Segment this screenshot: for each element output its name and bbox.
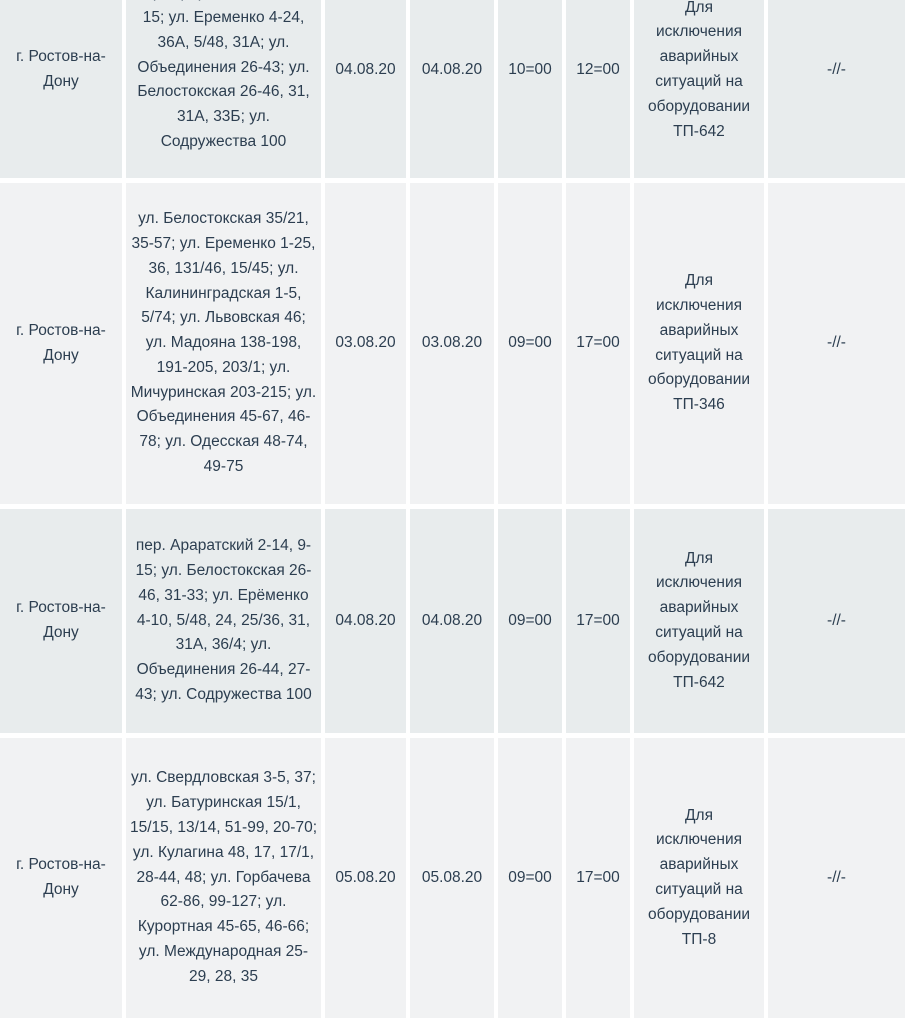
city-text: г. Ростов-на-Дону: [16, 599, 106, 641]
start-date-cell: [325, 509, 410, 733]
table-row: [0, 738, 905, 1023]
start-date-cell: [325, 738, 410, 1018]
start-date-cell: [325, 0, 410, 178]
reason-cell: [634, 183, 768, 504]
start-time-cell: [498, 0, 566, 178]
end-time-cell: [566, 738, 634, 1018]
note-cell: [768, 0, 905, 178]
addresses-cell: [126, 0, 325, 178]
start-time-text: 09=00: [508, 334, 552, 352]
note-text: -//-: [827, 60, 846, 78]
table-row: [0, 0, 905, 183]
note-cell: [768, 183, 905, 504]
start-time-cell: [498, 738, 566, 1018]
end-date-cell: [410, 738, 498, 1018]
note-text: -//-: [827, 868, 846, 886]
start-date-text: 03.08.20: [335, 334, 396, 352]
reason-text: Для исключения аварийных ситуаций на оборудовании ТП-8: [647, 806, 751, 948]
addresses-cell: [126, 738, 325, 1018]
table-row: [0, 509, 905, 738]
note-text: -//-: [827, 611, 846, 629]
reason-cell: [634, 0, 768, 178]
end-time-text: 17=00: [576, 611, 620, 629]
reason-text: Для исключения аварийных ситуаций на оборудовании ТП-642: [647, 549, 751, 691]
start-time-cell: [498, 509, 566, 733]
end-date-text: 05.08.20: [421, 868, 483, 886]
start-time-text: 10=00: [508, 60, 552, 78]
end-date-text: 04.08.20: [421, 60, 483, 78]
end-time-cell: [566, 183, 634, 504]
addresses-text: ул. Свердловская 3-5, 37; ул. Батуринская 15/1, 15/15, 13/14, 51-99, 20-70; ул. Кулагина 48, 17, 17/1, 28-44, 48; ул. Горбачева 62-86, 99-127; ул. Курортная 45-65, 46-66; ул. Международная 25-29, 28, 35: [130, 769, 318, 985]
end-date-cell: [410, 183, 498, 504]
end-date-text: 03.08.20: [421, 334, 483, 352]
addresses-text: 15; ул. Еременко 4-24, 36А, 5/48, 31А; ул. Объединения 26-43; ул. Белостокская 26-46, 31, 31А, 33Б; ул. Содружества 100: [137, 9, 310, 150]
addresses-cell: [126, 509, 325, 733]
end-time-text: 12=00: [576, 60, 620, 78]
reason-text: Для исключения аварийных ситуаций на оборудовании ТП-642: [647, 0, 751, 140]
end-time-cell: [566, 0, 634, 178]
end-date-cell: [410, 0, 498, 178]
city-cell: [0, 509, 126, 733]
start-time-text: 09=00: [508, 611, 552, 629]
end-time-text: 17=00: [576, 334, 620, 352]
addresses-cell: [126, 183, 325, 504]
end-date-cell: [410, 509, 498, 733]
start-date-cell: [325, 183, 410, 504]
city-text: г. Ростов-на-Дону: [16, 321, 106, 364]
reason-text: Для исключения аварийных ситуаций на оборудовании ТП-346: [647, 272, 751, 414]
note-text: -//-: [827, 334, 846, 352]
city-text: г. Ростов-на-Дону: [16, 856, 106, 898]
city-cell: [0, 0, 126, 178]
note-cell: [768, 509, 905, 733]
note-cell: [768, 738, 905, 1018]
end-date-text: 04.08.20: [421, 611, 483, 629]
city-cell: [0, 183, 126, 504]
city-text: г. Ростов-на-Дону: [16, 48, 106, 90]
end-time-cell: [566, 509, 634, 733]
end-time-text: 17=00: [576, 868, 620, 886]
addresses-text: ул. Белостокская 35/21, 35-57; ул. Еременко 1-25, 36, 131/46, 15/45; ул. Калининградская 1-5, 5/74; ул. Львовская 46; ул. Мадояна 138-198, 191-205, 203/1; ул. Мичуринская 203-215; ул. Объединения 45-67, 46-78; ул. Одесская 48-74, 49-75: [130, 210, 317, 476]
addresses-text: пер. Араратский 2-14, 9-15; ул. Белостокская 26-46, 31-33; ул. Ерёменко 4-10, 5/48, 24, 25/36, 31, 31А, 36/4; ул. Объединения 26-44, 27-43; ул. Содружества 100: [135, 537, 312, 703]
table-row: [0, 183, 905, 509]
reason-cell: [634, 738, 768, 1018]
city-cell: [0, 738, 126, 1018]
start-time-text: 09=00: [508, 868, 552, 886]
start-date-text: 05.08.20: [335, 868, 396, 886]
reason-cell: [634, 509, 768, 733]
start-date-text: 04.08.20: [335, 611, 396, 629]
start-time-cell: [498, 183, 566, 504]
start-date-text: 04.08.20: [335, 60, 396, 78]
